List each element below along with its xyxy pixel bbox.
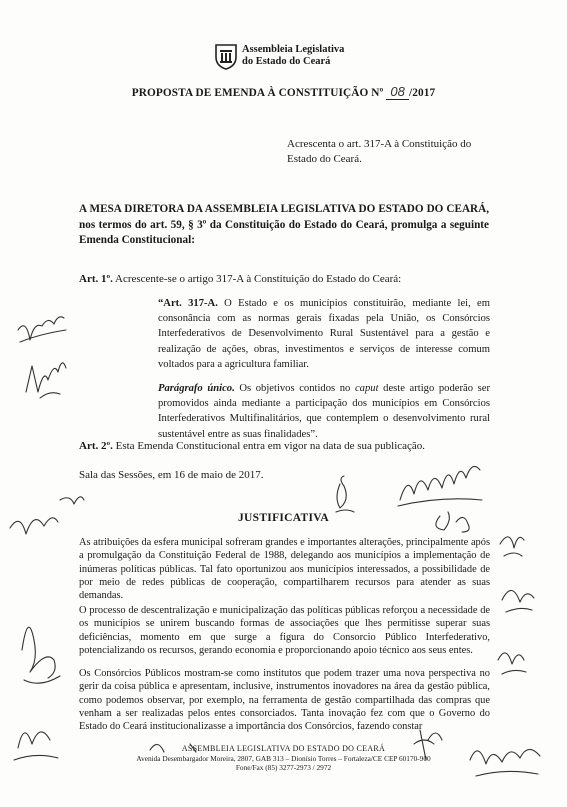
institution-line-1: Assembleia Legislativa (242, 44, 345, 55)
signature-mark (18, 317, 66, 342)
signature-mark (10, 497, 84, 534)
signature-mark (22, 627, 60, 683)
justificativa-paragraph-3: Os Consórcios Públicos mostram-se como institutos que podem trazer uma nova perspectiva no gerir da coisa pública e apresentam, inclusive, instrumentos inovadores na área da gestão pública, como podemos observar, por exemplo, na ferramenta de gestão compartilhada das compras que venham a ser realizadas pelos entes consorciados. Tanta inovação fez com que o Governo do Estado do Ceará institucionalizasse a importância dos Consórcios, fazendo constar (79, 668, 490, 733)
justificativa-paragraph-2: O processo de descentralização e municipalização das políticas públicas reforçou a necessidade de os municípios se unirem buscando formas de associações que lhes permitisse superar suas deficiências, momento em que surge a figura do Consorcio Público Interfederativo, potencializando os recursos, gerando economia e proporcionando apoio técnico aos seus entes. (79, 605, 490, 656)
signature-mark (502, 590, 534, 612)
institution-line-2: do Estado do Ceará (242, 56, 331, 67)
session-date: Sala das Sessões, em 16 de maio de 2017. (79, 469, 264, 481)
article-317a-label: “Art. 317-A. (158, 298, 218, 309)
paragrafo-caput: caput (354, 383, 379, 395)
document-number: 08 (386, 84, 409, 100)
signature-mark (470, 749, 540, 776)
signature-mark (498, 653, 526, 674)
title-suffix: /2017 (408, 87, 436, 99)
paragrafo-text-a: Os objetivos contidos no (234, 383, 355, 395)
signature-mark (398, 466, 482, 506)
signature-mark (150, 744, 196, 752)
footer-address: Avenida Desembargador Moreira, 2807, GAB 313 – Dionísio Torres – Fortaleza/CE CEP 60170-900 (136, 753, 431, 763)
article-2-label: Art. 2º. (79, 440, 113, 452)
article-2-text: Esta Emenda Constitucional entra em vigor na data de sua publicação. (112, 440, 426, 452)
ementa-line-1: Acrescenta o art. 317-A à Constituição do (287, 138, 472, 150)
signature-mark (500, 537, 524, 556)
paragrafo-text-b: deste artigo poderão ser promovidos ainda mediante a participação dos municípios em Consórcios Interfederativos Multifinalitários, que contemplem o desenvolvimento rural sustentável entre as suas finalidades”. (158, 383, 490, 440)
article-1-label: Art. 1º. (79, 273, 113, 285)
justificativa-heading: JUSTIFICATIVA (237, 512, 330, 524)
justificativa-paragraph-1: As atribuições da esfera municipal sofreram grandes e importantes alterações, principalmente após a promulgação da Constituição Federal de 1988, delegando aos municípios a implementação de inúmeras políticas públicas. Tal fato oportunizou aos municípios interessados, a possibilidade de por meio de redes públicas de cooperação, compartilharem recursos para atender as suas demandas. (79, 537, 490, 602)
preamble: A MESA DIRETORA DA ASSEMBLEIA LEGISLATIVA DO ESTADO DO CEARÁ, nos termos do art. 59, § 3º da Constituição do Estado do Ceará, promulga a seguinte Emenda Constitucional: (79, 203, 489, 246)
signature-mark (14, 732, 58, 760)
signature-mark (436, 512, 469, 532)
article-317a-text: O Estado e os municípios constituirão, mediante lei, em consonância com as normas gerais fixadas pela União, os Consórcios Interfederativos de Desenvolvimento Rural Sustentável para a gestão e realização de ações, obras, investimentos e serviços de interesse comum voltados para a agricultura familiar. (158, 298, 490, 370)
ementa-line-2: Estado do Ceará. (287, 153, 362, 165)
signature-mark (414, 730, 442, 760)
article-1-text: Acrescente-se o artigo 317-A à Constituição do Estado do Ceará: (112, 273, 402, 285)
signature-mark (336, 476, 354, 512)
footer-institution: ASSEMBLEIA LEGISLATIVA DO ESTADO DO CEARÁ (181, 744, 386, 753)
paragrafo-label: Parágrafo único. (158, 383, 235, 395)
footer-phone: Fone/Fax (85) 3277-2973 / 2972 (235, 763, 332, 772)
signature-mark (26, 363, 66, 398)
title-prefix: PROPOSTA DE EMENDA À CONSTITUIÇÃO Nº (131, 87, 384, 99)
